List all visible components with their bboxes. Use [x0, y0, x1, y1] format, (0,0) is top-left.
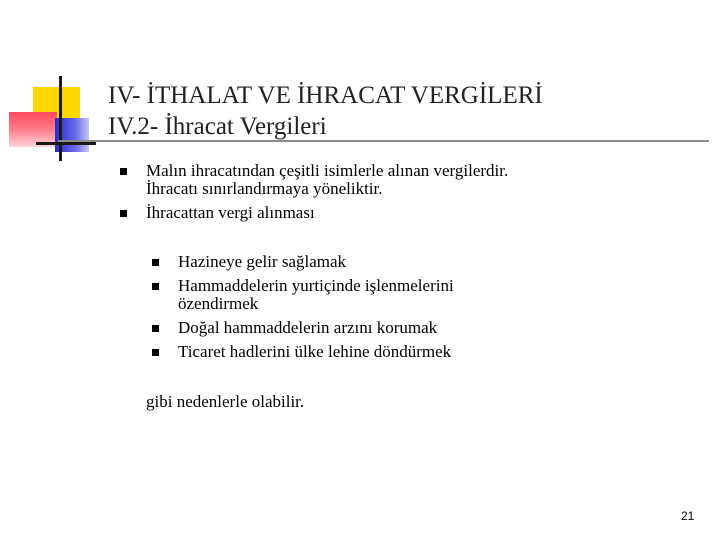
sub-bullet-list: [152, 253, 672, 367]
sub-bullet-text-line: Ticaret hadlerini ülke lehine döndürmek: [178, 342, 452, 361]
sub-bullet-text: [178, 343, 672, 361]
sub-bullet-text-line: Hammaddelerin yurtiçinde işlenmelerini: [178, 276, 454, 295]
bullet-square-icon: [120, 210, 127, 217]
bullet-square-icon: [152, 349, 159, 356]
slide-title-line-1: IV- İTHALAT VE İHRACAT VERGİLERİ: [108, 82, 543, 109]
sub-bullet-text-line: özendirmek: [178, 294, 259, 313]
list-item: [152, 277, 672, 313]
bullet-square-icon: [152, 325, 159, 332]
bullet-square-icon: [120, 168, 127, 175]
bullet-text-line: Malın ihracatından çeşitli isimlerle alınan vergilerdir.: [146, 161, 509, 180]
slide-title: [108, 80, 543, 142]
bullet-text: [146, 204, 680, 222]
sub-bullet-text: [178, 277, 672, 313]
closing-text: gibi nedenlerle olabilir.: [146, 392, 305, 411]
slide-title-line-2: IV.2- İhracat Vergileri: [108, 113, 327, 140]
list-item: [120, 204, 680, 222]
sub-bullet-text: [178, 253, 672, 271]
sub-bullet-text-line: Doğal hammaddelerin arzını korumak: [178, 318, 438, 337]
logo-vertical-line: [59, 76, 62, 161]
bullet-square-icon: [152, 259, 159, 266]
page-number: 21: [681, 509, 695, 523]
list-item: [152, 319, 672, 337]
bullet-square-icon: [152, 283, 159, 290]
list-item: [152, 343, 672, 361]
sub-bullet-text: [178, 319, 672, 337]
sub-bullet-text-line: Hazineye gelir sağlamak: [178, 252, 347, 271]
bullet-text-line: İhracatı sınırlandırmaya yöneliktir.: [146, 179, 383, 198]
bullet-text-line: İhracattan vergi alınması: [146, 203, 315, 222]
title-divider: [58, 140, 709, 142]
bullet-list: [120, 162, 680, 228]
bullet-text: [146, 162, 680, 198]
list-item: [120, 162, 680, 198]
logo-horizontal-line: [36, 142, 96, 145]
list-item: [152, 253, 672, 271]
